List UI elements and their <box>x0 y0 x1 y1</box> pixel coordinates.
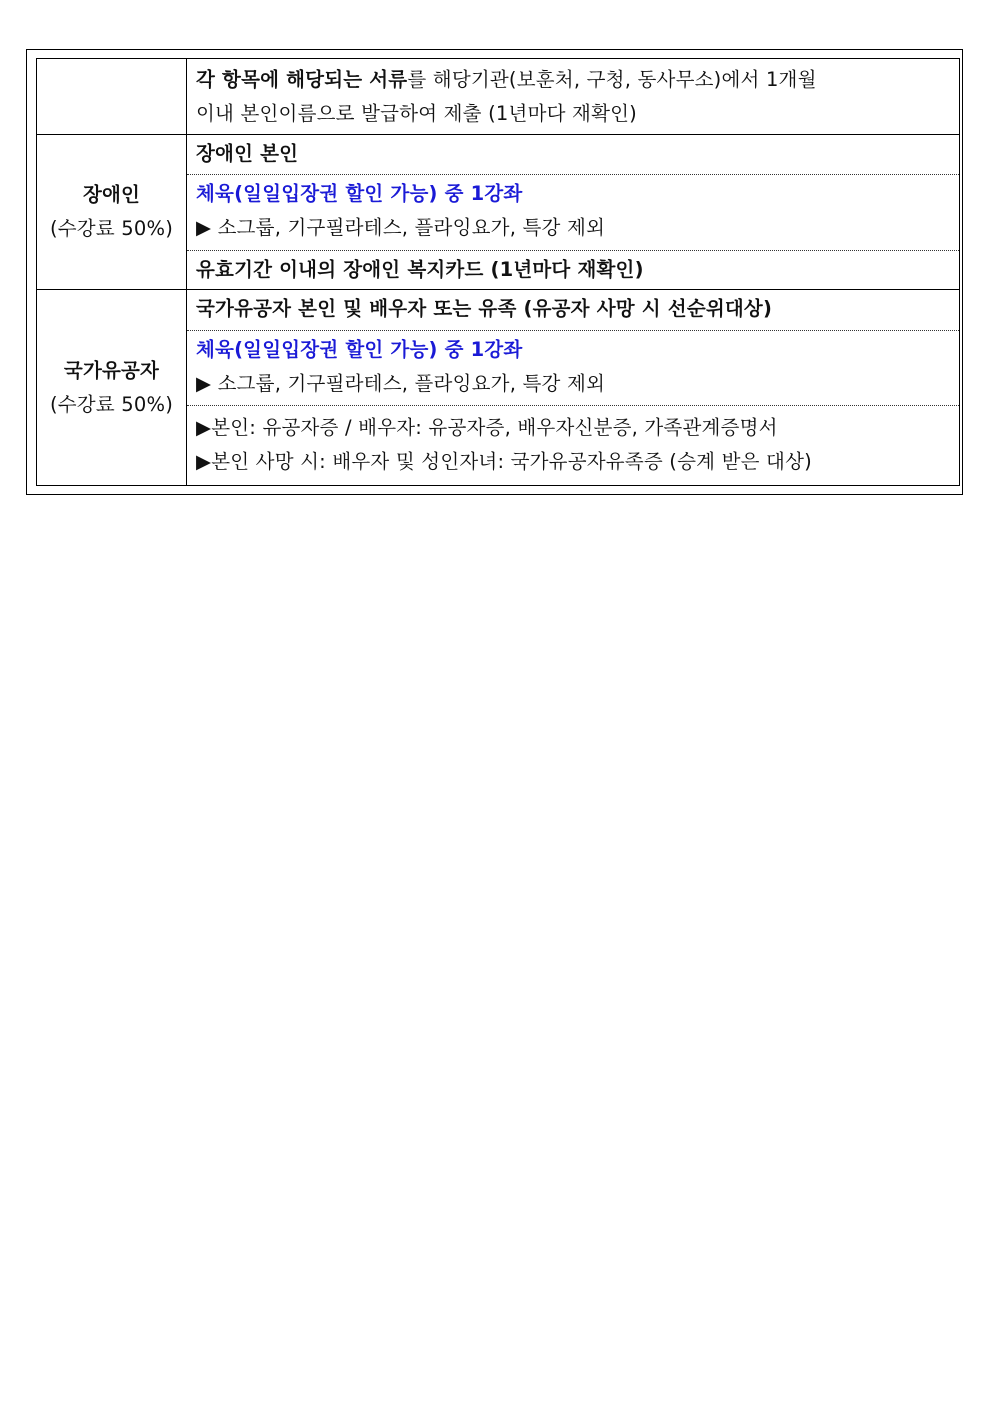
disabled-document: 유효기간 이내의 장애인 복지카드 (1년마다 재확인) <box>187 250 959 289</box>
disabled-exclusion: ▶ 소그룹, 기구필라테스, 플라잉요가, 특강 제외 <box>196 216 606 239</box>
intro-label-cell <box>37 59 187 135</box>
disabled-subtitle: (수강료 50%) <box>49 217 174 240</box>
table-row-disabled <box>37 135 960 290</box>
veteran-document-2: ▶본인 사망 시: 배우자 및 성인자녀: 국가유공자유족증 (승계 받은 대상) <box>196 450 812 473</box>
veteran-course-block <box>187 330 959 405</box>
table-row-intro <box>37 59 960 135</box>
intro-note-line2: 이내 본인이름으로 발급하여 제출 (1년마다 재확인) <box>196 102 637 125</box>
veteran-eligibility: 국가유공자 본인 및 배우자 또는 유족 (유공자 사망 시 선순위대상) <box>196 297 773 320</box>
veteran-course: 체육(일일입장권 할인 가능) 중 1강좌 <box>196 338 523 361</box>
disabled-title: 장애인 <box>82 183 141 206</box>
veteran-documents-block <box>187 405 959 485</box>
disabled-course: 체육(일일입장권 할인 가능) 중 1강좌 <box>196 182 523 205</box>
intro-note-rest: 를 해당기관(보훈처, 구청, 동사무소)에서 1개월 <box>407 68 817 91</box>
disabled-label-cell <box>37 135 187 290</box>
veteran-title: 국가유공자 <box>63 358 160 382</box>
veteran-document-1: ▶본인: 유공자증 / 배우자: 유공자증, 배우자신분증, 가족관계증명서 <box>196 416 778 439</box>
table-row-veteran <box>37 290 960 486</box>
veteran-content-cell <box>187 290 960 486</box>
veteran-label-cell <box>37 290 187 486</box>
discount-eligibility-table <box>36 58 960 486</box>
intro-note-bold: 각 항목에 해당되는 서류 <box>196 68 408 91</box>
veteran-subtitle: (수강료 50%) <box>49 392 174 416</box>
intro-content-cell <box>187 59 960 135</box>
disabled-course-block <box>187 174 959 250</box>
disabled-content-cell <box>187 135 960 290</box>
veteran-exclusion: ▶ 소그룹, 기구필라테스, 플라잉요가, 특강 제외 <box>196 372 606 395</box>
disabled-eligibility: 장애인 본인 <box>196 142 299 165</box>
intro-note <box>187 59 959 134</box>
